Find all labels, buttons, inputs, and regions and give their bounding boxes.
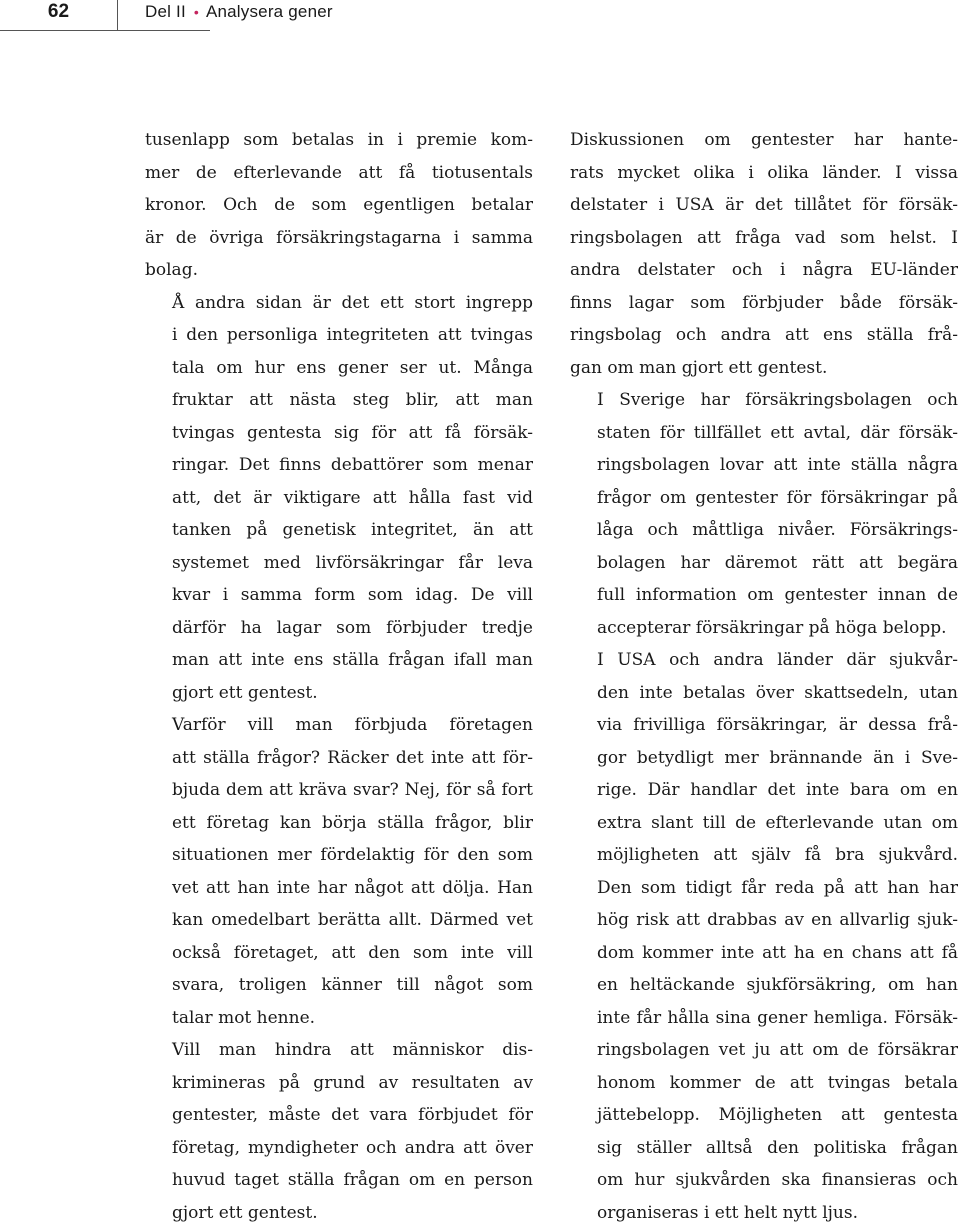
paragraph (145, 1034, 533, 1229)
text-line: rige. Där handlar det inte bara om en (570, 774, 958, 807)
paragraph (145, 124, 533, 287)
text-line: gan om man gjort ett gentest. (570, 352, 958, 385)
section-title (145, 0, 333, 24)
text-line: Å andra sidan är det ett stort ingrepp (145, 287, 533, 320)
text-line: tvingas gentesta sig för att få försäk- (145, 417, 533, 450)
text-line: vet att han inte har något att dölja. Han (145, 872, 533, 905)
text-line: ringsbolag och andra att ens ställa frå- (570, 319, 958, 352)
paragraph (145, 709, 533, 1034)
text-line: kan omedelbart berätta allt. Därmed vet (145, 904, 533, 937)
text-line: ett företag kan börja ställa frågor, blir (145, 807, 533, 840)
text-line: Vill man hindra att människor dis- (145, 1034, 533, 1067)
text-line: tanken på genetisk integritet, än att (145, 514, 533, 547)
text-line: gentester, måste det vara förbjudet för (145, 1099, 533, 1132)
text-line: finns lagar som förbjuder både försäk- (570, 287, 958, 320)
text-line: dom kommer inte att ha en chans att få (570, 937, 958, 970)
text-line: tusenlapp som betalas in i premie kom- (145, 124, 533, 157)
text-line: möjligheten att själv få bra sjukvård. (570, 839, 958, 872)
text-line: fruktar att nästa steg blir, att man (145, 384, 533, 417)
text-line: organiseras i ett helt nytt ljus. (570, 1197, 958, 1229)
text-line: situationen mer fördelaktig för den som (145, 839, 533, 872)
left-text-column (145, 124, 533, 1229)
text-line: andra delstater och i några EU-länder (570, 254, 958, 287)
text-line: staten för tillfället ett avtal, där försäk- (570, 417, 958, 450)
text-line: I Sverige har försäkringsbolagen och (570, 384, 958, 417)
text-line: i den personliga integriteten att tvingas (145, 319, 533, 352)
bullet-separator: • (191, 4, 202, 20)
text-line: också företaget, att den som inte vill (145, 937, 533, 970)
text-line: ringsbolagen att fråga vad som helst. I (570, 222, 958, 255)
text-line: accepterar försäkringar på höga belopp. (570, 612, 958, 645)
text-line: kronor. Och de som egentligen betalar (145, 189, 533, 222)
page-number: 62 (0, 0, 118, 30)
text-line: honom kommer de att tvingas betala (570, 1067, 958, 1100)
text-line: man att inte ens ställa frågan ifall man (145, 644, 533, 677)
text-line: att, det är viktigare att hålla fast vid (145, 482, 533, 515)
text-line: om hur sjukvården ska finansieras och (570, 1164, 958, 1197)
text-line: inte får hålla sina gener hemliga. Försäk- (570, 1002, 958, 1035)
text-line: den inte betalas över skattsedeln, utan (570, 677, 958, 710)
text-line: Diskussionen om gentester har hante- (570, 124, 958, 157)
text-line: att ställa frågor? Räcker det inte att för- (145, 742, 533, 775)
text-line: extra slant till de efterlevande utan om (570, 807, 958, 840)
text-line: bolag. (145, 254, 533, 287)
text-line: huvud taget ställa frågan om en person (145, 1164, 533, 1197)
text-line: gjort ett gentest. (145, 677, 533, 710)
text-line: kvar i samma form som idag. De vill (145, 579, 533, 612)
text-line: ringar. Det finns debattörer som menar (145, 449, 533, 482)
text-line: via frivilliga försäkringar, är dessa frå- (570, 709, 958, 742)
text-line: svara, troligen känner till något som (145, 969, 533, 1002)
text-line: en heltäckande sjukförsäkring, om han (570, 969, 958, 1002)
paragraph (570, 384, 958, 644)
text-line: bjuda dem att kräva svar? Nej, för så fort (145, 774, 533, 807)
text-line: systemet med livförsäkringar får leva (145, 547, 533, 580)
text-line: I USA och andra länder där sjukvår- (570, 644, 958, 677)
text-line: är de övriga försäkringstagarna i samma (145, 222, 533, 255)
text-line: rats mycket olika i olika länder. I vissa (570, 157, 958, 190)
text-line: Den som tidigt får reda på att han har (570, 872, 958, 905)
text-line: gor betydligt mer brännande än i Sve- (570, 742, 958, 775)
text-line: talar mot henne. (145, 1002, 533, 1035)
chapter-title: Analysera gener (206, 2, 333, 21)
text-line: ringsbolagen lovar att inte ställa några (570, 449, 958, 482)
text-line: frågor om gentester för försäkringar på (570, 482, 958, 515)
text-line: hög risk att drabbas av en allvarlig sjuk- (570, 904, 958, 937)
right-text-column (570, 124, 958, 1229)
text-line: sig ställer alltså den politiska frågan (570, 1132, 958, 1165)
text-line: företag, myndigheter och andra att över (145, 1132, 533, 1165)
paragraph (570, 644, 958, 1229)
text-line: delstater i USA är det tillåtet för försäk- (570, 189, 958, 222)
text-line: mer de efterlevande att få tiotusentals (145, 157, 533, 190)
text-line: krimineras på grund av resultaten av (145, 1067, 533, 1100)
text-line: ringsbolagen vet ju att om de försäkrar (570, 1034, 958, 1067)
text-line: full information om gentester innan de (570, 579, 958, 612)
paragraph (570, 124, 958, 384)
paragraph (145, 287, 533, 710)
text-line: låga och måttliga nivåer. Försäkrings- (570, 514, 958, 547)
text-line: tala om hur ens gener ser ut. Många (145, 352, 533, 385)
text-line: därför ha lagar som förbjuder tredje (145, 612, 533, 645)
text-line: bolagen har däremot rätt att begära (570, 547, 958, 580)
text-line: jättebelopp. Möjligheten att gentesta (570, 1099, 958, 1132)
running-header (0, 0, 210, 31)
text-line: Varför vill man förbjuda företagen (145, 709, 533, 742)
text-line: gjort ett gentest. (145, 1197, 533, 1229)
part-label: Del II (145, 2, 186, 21)
